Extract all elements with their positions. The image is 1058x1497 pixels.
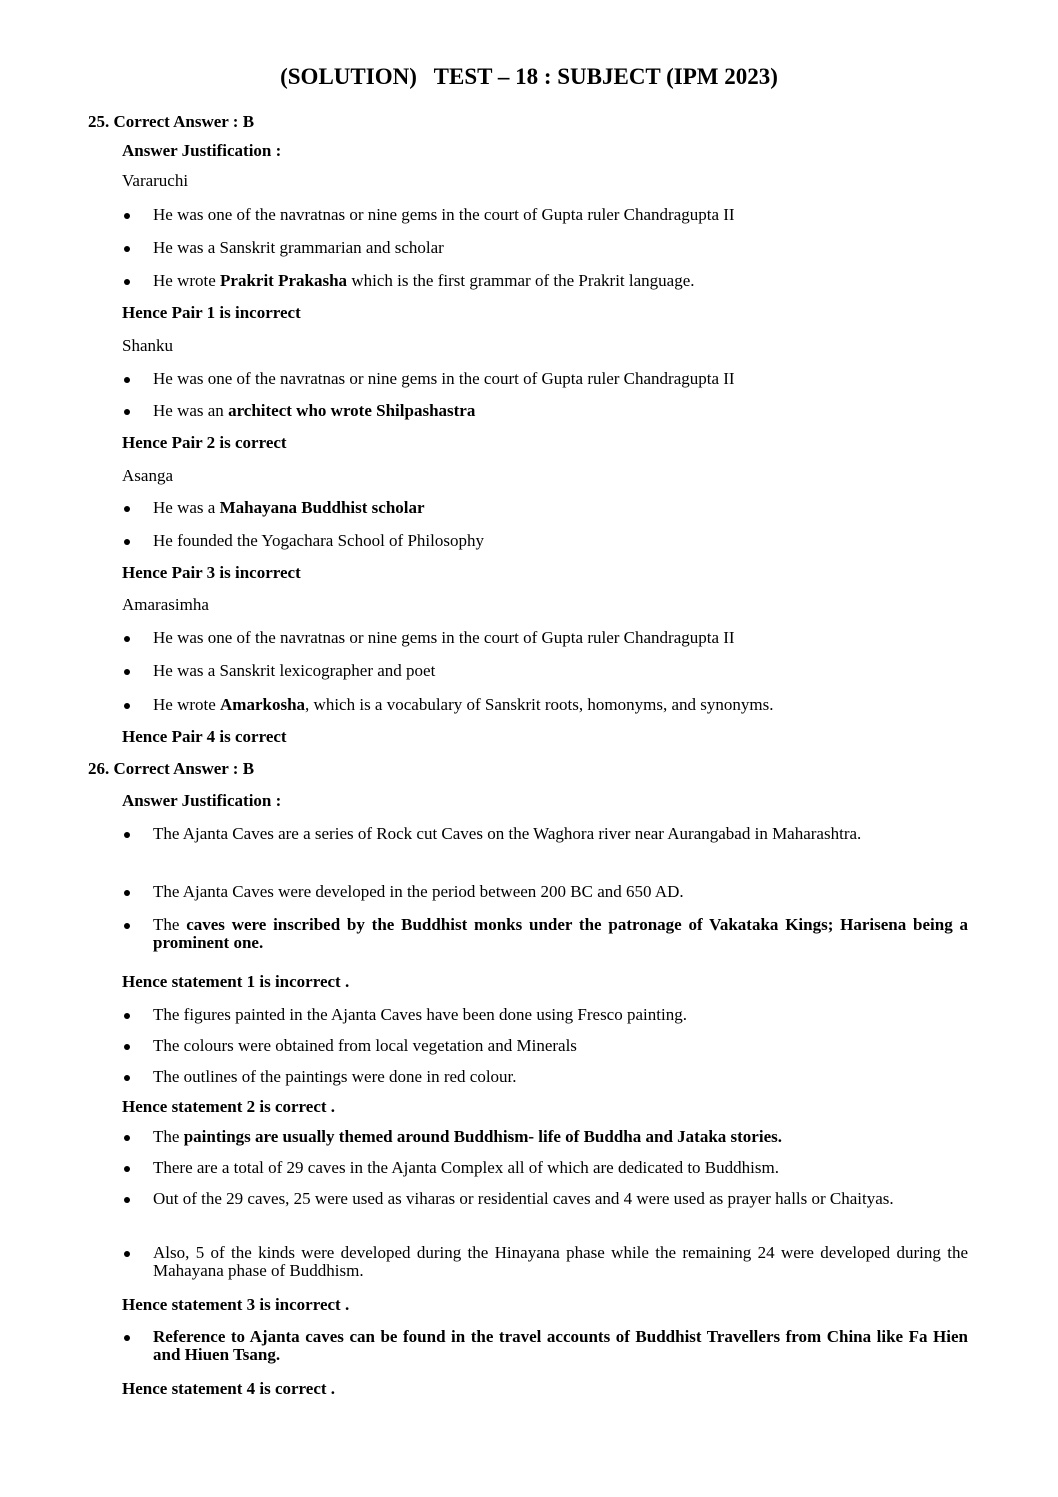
bold-text: Hence statement 1 is incorrect . — [122, 972, 350, 991]
bullet-item — [153, 1328, 968, 1364]
bold-text: Hence Pair 3 is incorrect — [122, 563, 301, 582]
text: Out of the 29 caves, 25 were used as viharas or residential caves and 4 were used as prayer halls or Chaityas. — [153, 1189, 894, 1208]
bold-text: caves were inscribed by the Buddhist monks under the patronage of Vakataka Kings; Harisena being a prominent one. — [153, 915, 968, 952]
bold-text: Answer Justification : — [122, 141, 282, 160]
text: He was one of the navratnas or nine gems in the court of Gupta ruler Chandragupta II — [153, 205, 735, 224]
text: Asanga — [122, 466, 173, 485]
bullet-item — [153, 916, 968, 952]
bullet-item — [153, 370, 968, 388]
text: The outlines of the paintings were done in red colour. — [153, 1067, 517, 1086]
text: The — [153, 1127, 184, 1146]
text: The colours were obtained from local vegetation and Minerals — [153, 1036, 577, 1055]
bullet-item — [153, 206, 968, 224]
subject-name — [122, 596, 209, 614]
bold-text: Hence statement 3 is incorrect . — [122, 1295, 350, 1314]
bold-text: Hence statement 4 is correct . — [122, 1379, 336, 1398]
bullet-item — [153, 1006, 968, 1024]
section-heading — [122, 973, 349, 991]
text: Also, 5 of the kinds were developed during the Hinayana phase while the remaining 24 were developed during the Mahayana phase of Buddhism. — [153, 1243, 968, 1280]
bullet-item — [153, 272, 968, 290]
bold-text: Answer Justification : — [122, 791, 282, 810]
text: He was a — [153, 498, 220, 517]
bullet-item — [153, 239, 968, 257]
bullet-item — [153, 1159, 968, 1177]
text: He wrote — [153, 695, 221, 714]
text: He was one of the navratnas or nine gems in the court of Gupta ruler Chandragupta II — [153, 628, 735, 647]
bullet-item — [153, 696, 968, 714]
text: The figures painted in the Ajanta Caves have been done using Fresco painting. — [153, 1005, 687, 1024]
text: The — [153, 915, 187, 934]
question-number — [88, 113, 254, 131]
section-heading — [122, 142, 281, 160]
text: He was an — [153, 401, 229, 420]
text: He wrote — [153, 271, 221, 290]
bullet-item — [153, 499, 968, 517]
text: Vararuchi — [122, 171, 189, 190]
bullet-item — [153, 1068, 968, 1086]
bullet-item — [153, 883, 968, 901]
bold-text: Prakrit Prakasha — [220, 271, 348, 290]
section-heading — [122, 564, 301, 582]
bullet-item — [153, 1037, 968, 1055]
bold-text: paintings are usually themed around Buddhism- life of Buddha and Jataka stories. — [183, 1127, 782, 1146]
text: The Ajanta Caves are a series of Rock cut Caves on the Waghora river near Aurangabad in Maharashtra. — [153, 824, 862, 843]
section-heading — [122, 304, 301, 322]
section-heading — [122, 728, 287, 746]
text: There are a total of 29 caves in the Ajanta Complex all of which are dedicated to Buddhism. — [153, 1158, 779, 1177]
section-heading — [122, 1380, 335, 1398]
text: He was one of the navratnas or nine gems in the court of Gupta ruler Chandragupta II — [153, 369, 735, 388]
bold-text: Hence Pair 1 is incorrect — [122, 303, 301, 322]
bullet-item — [153, 629, 968, 647]
bold-text: 25. Correct Answer : B — [88, 112, 255, 131]
text: The Ajanta Caves were developed in the period between 200 BC and 650 AD. — [153, 882, 684, 901]
bullet-item — [153, 402, 968, 420]
text: He was a Sanskrit lexicographer and poet — [153, 661, 436, 680]
bold-text: Amarkosha — [220, 695, 306, 714]
section-heading — [122, 1296, 349, 1314]
bold-text: Hence Pair 4 is correct — [122, 727, 287, 746]
bullet-item — [153, 1128, 968, 1146]
question-number — [88, 760, 254, 778]
bullet-item — [153, 532, 968, 550]
bold-text: architect who wrote Shilpashastra — [228, 401, 476, 420]
bullet-item — [153, 1190, 968, 1208]
text: He founded the Yogachara School of Philosophy — [153, 531, 484, 550]
text: He was a Sanskrit grammarian and scholar — [153, 238, 444, 257]
bold-text: Hence Pair 2 is correct — [122, 433, 287, 452]
bold-text: Reference to Ajanta caves can be found in the travel accounts of Buddhist Travellers from China like Fa Hien and Hiuen Tsang. — [153, 1327, 968, 1364]
bullet-item — [153, 662, 968, 680]
bullet-item — [153, 825, 968, 843]
page-title: (SOLUTION) TEST – 18 : SUBJECT (IPM 2023) — [280, 64, 778, 89]
bold-text: Mahayana Buddhist scholar — [219, 498, 425, 517]
bold-text: 26. Correct Answer : B — [88, 759, 255, 778]
text: , which is a vocabulary of Sanskrit roots, homonyms, and synonyms. — [305, 695, 774, 714]
text: which is the first grammar of the Prakrit language. — [347, 271, 695, 290]
section-heading — [122, 1098, 335, 1116]
subject-name — [122, 467, 173, 485]
bullet-item — [153, 1244, 968, 1280]
section-heading — [122, 792, 281, 810]
bold-text: Hence statement 2 is correct . — [122, 1097, 336, 1116]
text: Shanku — [122, 336, 173, 355]
section-heading — [122, 434, 287, 452]
text: Amarasimha — [122, 595, 209, 614]
subject-name — [122, 337, 173, 355]
subject-name — [122, 172, 188, 190]
